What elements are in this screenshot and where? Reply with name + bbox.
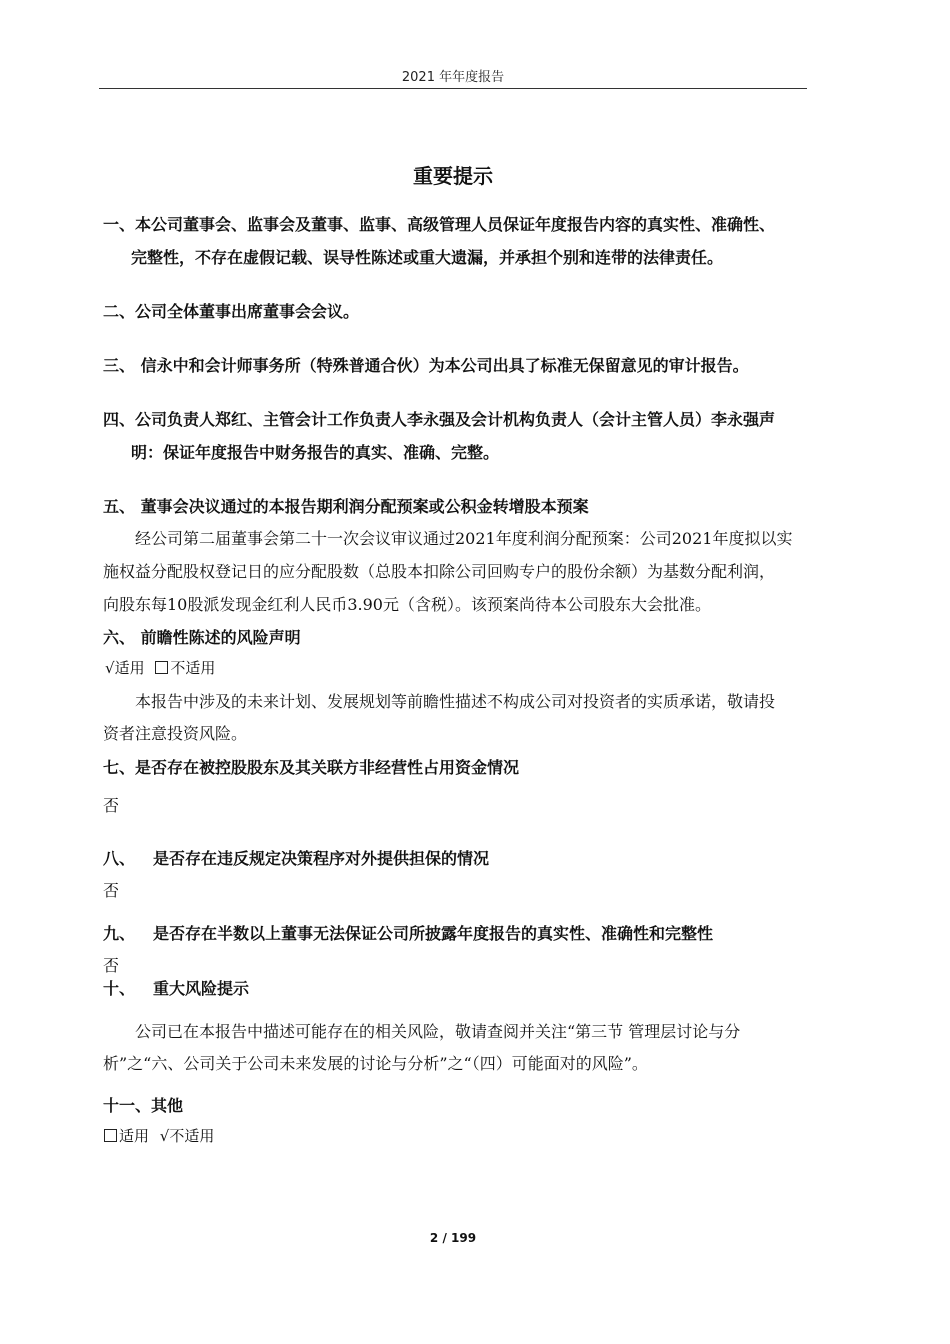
section-6-paragraph-line-1: 本报告中涉及的未来计划、发展规划等前瞻性描述不构成公司对投资者的实质承诺，敬请投 bbox=[135, 692, 776, 711]
section-1-line-2: 完整性，不存在虚假记载、误导性陈述或重大遗漏，并承担个别和连带的法律责任。 bbox=[131, 248, 724, 267]
header-divider bbox=[99, 88, 807, 89]
applicable-label: 适用 bbox=[114, 659, 145, 677]
not-applicable-label: 不适用 bbox=[170, 659, 216, 677]
section-9-heading: 是否存在半数以上董事无法保证公司所披露年度报告的真实性、准确性和完整性 bbox=[153, 924, 714, 943]
page-title: 重要提示 bbox=[413, 164, 493, 188]
not-applicable-label: 不适用 bbox=[169, 1127, 215, 1145]
page-header: 2021 年年度报告 bbox=[401, 70, 505, 85]
page-number: 2 / 199 bbox=[429, 1231, 477, 1245]
applicable-label: 适用 bbox=[119, 1127, 150, 1145]
section-8-answer: 否 bbox=[103, 881, 120, 900]
section-6-applicability bbox=[105, 657, 215, 678]
section-6-heading: 六、 前瞻性陈述的风险声明 bbox=[103, 628, 301, 647]
section-2: 二、公司全体董事出席董事会会议。 bbox=[103, 302, 360, 321]
section-9-answer: 否 bbox=[103, 956, 120, 975]
section-5-paragraph-line-1: 经公司第二届董事会第二十一次会议审议通过2021年度利润分配预案：公司2021年度拟以实 bbox=[135, 529, 793, 548]
section-5-paragraph-line-3: 向股东每10股派发现金红利人民币3.90元（含税）。该预案尚待本公司股东大会批准。 bbox=[103, 595, 711, 614]
check-mark-icon: √ bbox=[159, 1127, 170, 1145]
section-5-paragraph-line-2: 施权益分配股权登记日的应分配股数（总股本扣除公司回购专户的股份余额）为基数分配利润， bbox=[103, 562, 776, 581]
empty-checkbox-icon bbox=[104, 1129, 117, 1142]
section-10-heading: 重大风险提示 bbox=[153, 979, 250, 998]
section-3: 三、 信永中和会计师事务所（特殊普通合伙）为本公司出具了标准无保留意见的审计报告。 bbox=[103, 356, 749, 375]
section-5-heading: 五、 董事会决议通过的本报告期利润分配预案或公积金转增股本预案 bbox=[103, 497, 589, 516]
section-7-answer: 否 bbox=[103, 796, 120, 815]
section-11-heading: 十一、其他 bbox=[103, 1096, 184, 1115]
section-10-paragraph-line-1: 公司已在本报告中描述可能存在的相关风险，敬请查阅并关注“第三节 管理层讨论与分 bbox=[135, 1022, 741, 1041]
check-mark-icon: √ bbox=[105, 659, 115, 677]
section-8-heading: 是否存在违反规定决策程序对外提供担保的情况 bbox=[153, 849, 490, 868]
section-10-paragraph-line-2: 析”之“六、公司关于公司未来发展的讨论与分析”之“（四）可能面对的风险”。 bbox=[103, 1054, 648, 1073]
section-7-heading: 七、是否存在被控股股东及其关联方非经营性占用资金情况 bbox=[103, 758, 520, 777]
section-9-number: 九、 bbox=[103, 924, 136, 943]
section-1-line-1: 一、本公司董事会、监事会及董事、监事、高级管理人员保证年度报告内容的真实性、准确性、 bbox=[103, 215, 776, 234]
section-4-line-1: 四、公司负责人郑红、主管会计工作负责人李永强及会计机构负责人（会计主管人员）李永强声 bbox=[103, 410, 776, 429]
section-4-line-2: 明：保证年度报告中财务报告的真实、准确、完整。 bbox=[131, 443, 500, 462]
section-10-number: 十、 bbox=[103, 979, 136, 998]
section-6-paragraph-line-2: 资者注意投资风险。 bbox=[103, 724, 248, 743]
section-8-number: 八、 bbox=[103, 849, 136, 868]
section-11-applicability bbox=[104, 1125, 214, 1146]
empty-checkbox-icon bbox=[155, 661, 168, 674]
